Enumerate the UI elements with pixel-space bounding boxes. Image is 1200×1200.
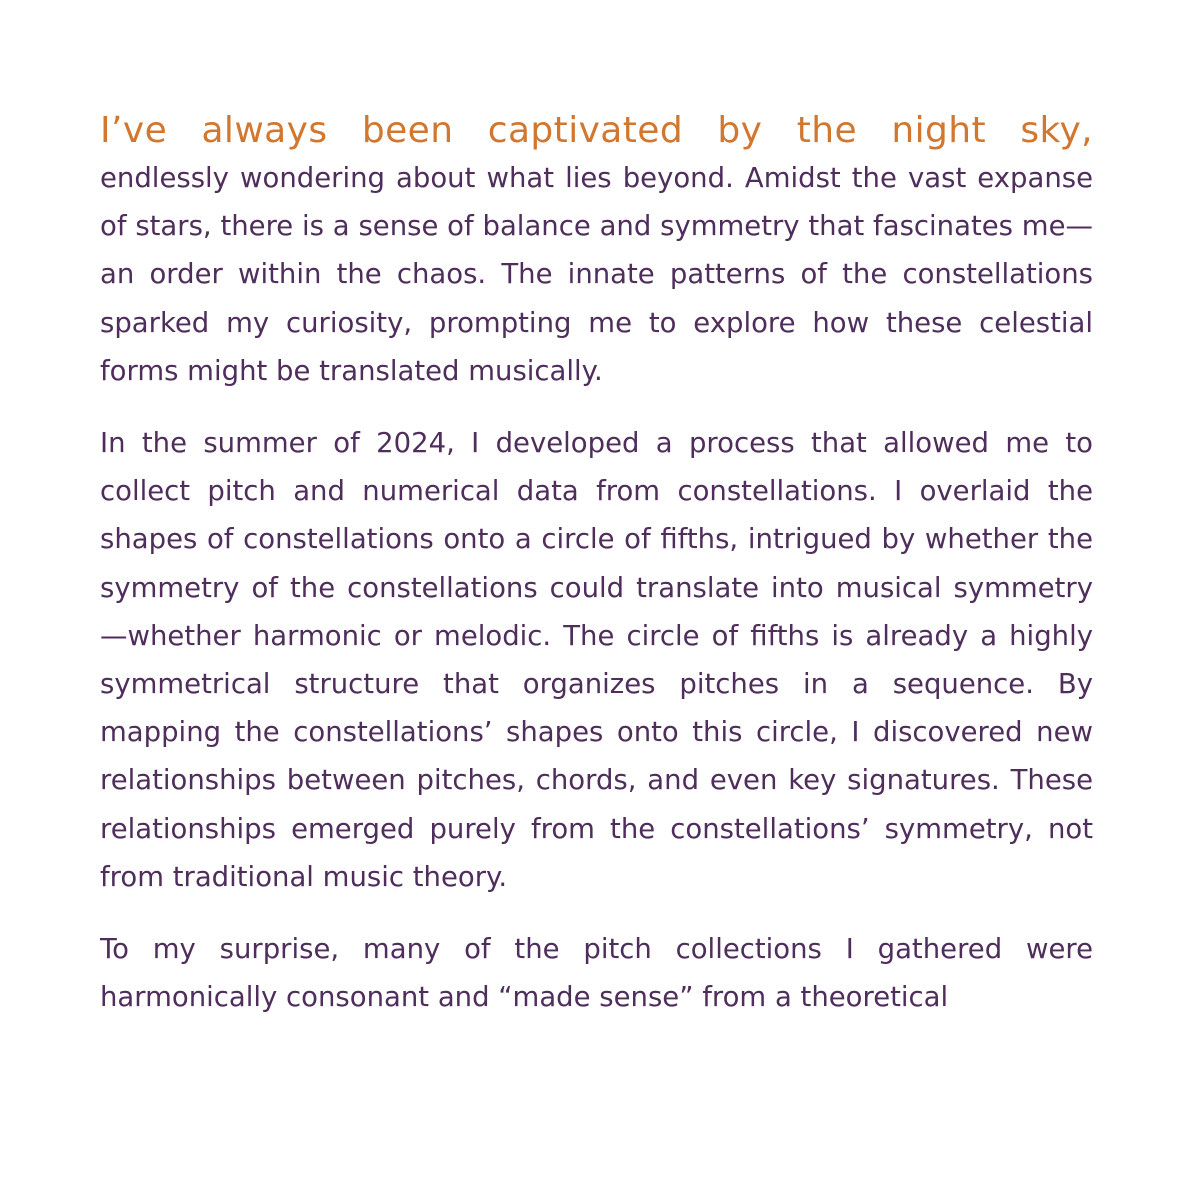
paragraph-3: To my surprise, many of the pitch collections I gathered were harmonically consonant and “made sense” from a theoretical bbox=[100, 933, 1093, 1014]
paragraph-2: In the summer of 2024, I developed a process that allowed me to collect pitch and numerical data from constellations. I overlaid the shapes of constellations onto a circle of fifths, intrigued by whether the symmetry of the constellations could translate into musical symmetry—whether harmonic or melodic. The circle of fifths is already a highly symmetrical structure that organizes pitches in a sequence. By mapping the constellations’ shapes onto this circle, I discovered new relationships between pitches, chords, and even key signatures. These relationships emerged purely from the constellations’ symmetry, not from traditional music theory. bbox=[100, 427, 1093, 893]
lead-sentence: I’ve always been captivated by the night sky, bbox=[100, 110, 1093, 151]
paragraph-1: endlessly wondering about what lies beyond. Amidst the vast expanse of stars, there is a sense of balance and symmetry that fascinates me—an order within the chaos. The innate patterns of the constellations sparked my curiosity, prompting me to explore how these celestial forms might be translated musically. bbox=[100, 162, 1093, 387]
essay-page bbox=[100, 102, 1093, 1021]
